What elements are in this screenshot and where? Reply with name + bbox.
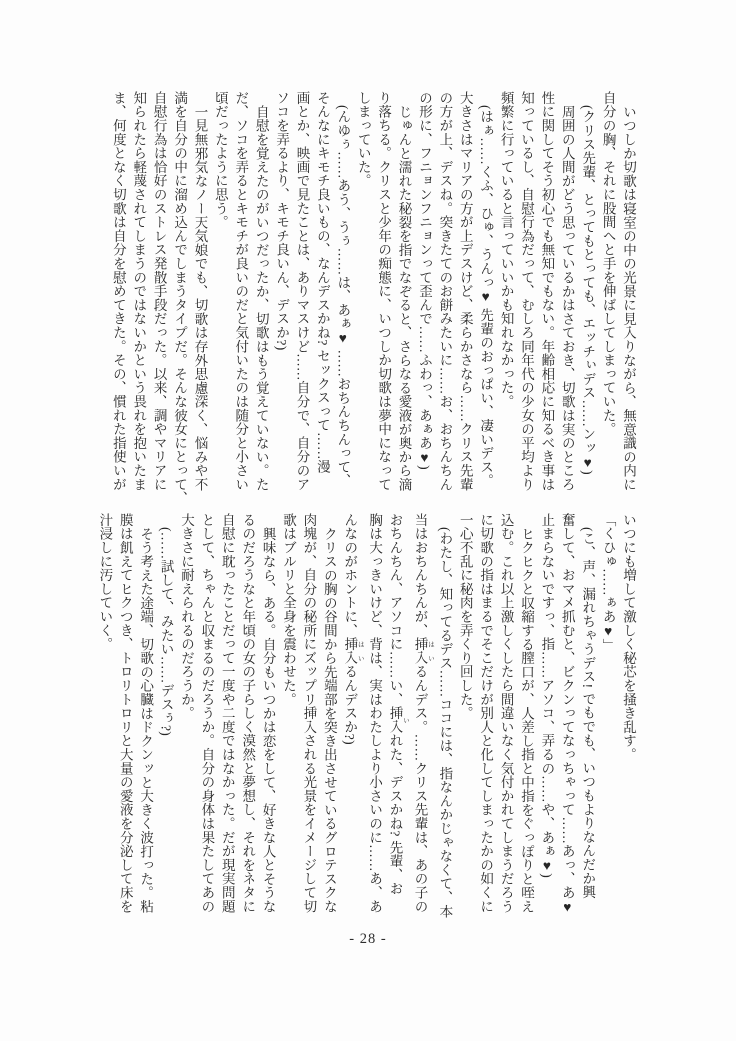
text-column: (わたし、知ってるデス……ココには、指なんかじゃなくて、本: [437, 526, 453, 918]
text-column: 自慰に耽ったことだって一度や二度ではなかった。だが現実問題: [219, 513, 235, 914]
text-column: ソコを弄るより、キモチ良いん、デスか?): [274, 91, 290, 351]
text-column: (こ、声、漏れちゃうデス! でもでも、いつもよりなんだか興: [580, 526, 596, 899]
text-column: 自慰行為は恰好のストレス発散手段だった。以来、調やマリアに: [151, 91, 167, 492]
text-column: いつしか切歌は寝室の中の光景に見入りながら、無意識の内に: [621, 104, 636, 491]
text-column: 歌はブルリと全身を震わせた。: [281, 513, 296, 707]
text-column: 画とか、映画で見たことは、ありマスけど……自分で、自分のア: [294, 91, 310, 492]
text-column: 大きさはマリアの方が上デスけど、柔らかさなら……クリス先輩: [457, 91, 473, 492]
text-column: しまっていた。: [355, 91, 371, 188]
text-column: 自分の胸、それに股間へと手を伸ばしてしまっていた。: [600, 91, 616, 436]
text-column: 周囲の人間がどう思っているかはさておき、切歌は実のところ: [559, 104, 575, 491]
text-column: じゅんと濡れた秘裂を指でなぞると、さらなる愛液が奥から滴: [396, 104, 412, 491]
text-column: 胸は大っきいけど、背は、実はわたしより小さいのに……あ、あ: [367, 513, 383, 914]
text-column: るのだろうなと年頃の女の子らしく漠然と夢想し、それをネタに: [240, 513, 256, 914]
text-column: 込む。これ以上激しくしたら間違いなく気付かれてしまうだろう: [498, 513, 514, 914]
text-column: 「くひゅ……ぁあ♥」: [600, 513, 616, 653]
text-column: (んゆぅ……あう、うぅ……は、あぁ♥ ……おちんちんって、: [335, 104, 351, 488]
text-column: 知っているし、自慰行為だって、むしろ同年代の少女の平均より: [518, 91, 534, 492]
text-column: 頃だったように思う。: [212, 91, 228, 229]
text-column: の形に、フニョンフニョンって歪んで……ふわっ、あぁあ♥): [416, 91, 432, 470]
text-column: 知られたら軽蔑されてしまうのではないかという畏れを抱いたま: [131, 91, 147, 492]
text-column: の方が上、デスね。突きたてのお餅みたいに……お、おちんちん: [437, 91, 453, 492]
text-column: 頻繁に行っていると言っていいかも知れなかった。: [498, 91, 514, 409]
text-column: そんなにキモチ良いもの、なんデスかね? セックスって……漫: [314, 91, 330, 474]
furigana-annotation: 挿入 い: [387, 706, 410, 734]
lower-text-block: [94, 513, 638, 918]
upper-text-block: [107, 91, 638, 505]
text-column: として、ちゃんと収まるのだろうか。自分の身体は果たしてあの: [199, 513, 215, 914]
text-column: 満を自分の中に溜め込んでしまうタイプだ。そんな彼女にとって、: [172, 91, 188, 505]
text-column: り落ちる。クリスと少年の痴態に、いつしか切歌は夢中になって: [376, 91, 392, 492]
text-column: 奮して、おマメ抓むと、ビクンってなっちゃって……あっ、あ♥: [559, 513, 575, 915]
text-column: 当はおちんちんが、挿入 はいるんデス。……クリス先輩は、あの子の: [412, 513, 434, 914]
text-column: (はぁ……くふ、ひゅ、うんっ♥ 先輩のおっぱい、凄いデス。: [478, 104, 494, 488]
page-number: - 28 -: [349, 931, 387, 947]
text-column: 一見無邪気なノー天気娘でも、切歌は存外思慮深く、悩みや不: [192, 104, 208, 491]
text-column: クリスの胸の谷間から先端部を突き出させているグロテスクな: [321, 526, 337, 913]
text-column: 汁浸しに汚していく。: [97, 513, 113, 651]
text-column: 自慰を覚えたのがいつだったか、切歌はもう覚えていない。た: [253, 104, 269, 491]
text-column: 肉塊が、自分の秘所にズップリ挿入される光景をイメージして切: [301, 513, 317, 914]
text-column: んなのがホントに、挿入 はいるんデスか?): [342, 513, 364, 745]
furigana-annotation: 挿入 はい: [342, 637, 364, 665]
text-column: 興味なら、ある。自分もいつかは恋をして、好きな人とそうな: [260, 526, 276, 913]
text-column: ま、何度となく切歌は自分を慰めてきた。その、慣れた指使いが: [110, 91, 126, 492]
text-column: 一心不乱に秘肉を弄くり回した。: [457, 513, 473, 720]
text-column: いつにも増して激しく秘芯を掻き乱す。: [621, 513, 636, 762]
text-column: 性に関してそう初心でも無知でもない。年齢相応に知るべき事は: [539, 91, 555, 492]
text-column: だ、ソコを弄るとキモチが良いのだと気付いたのは随分と小さい: [233, 91, 249, 492]
text-column: おちんちん、アソコに……い、挿入 いれた、デスかね? 先輩、お: [387, 513, 410, 896]
furigana-annotation: 挿入 はい: [412, 637, 434, 665]
text-column: 膜は飢えてヒクつき、トロリトロリと大量の愛液を分泌して床を: [117, 513, 133, 914]
text-column: 大きさに耐えられるのだろうか。: [178, 513, 194, 720]
text-column: ヒクヒクと収縮する膣口が、人差し指と中指をぐっぽりと咥え: [518, 526, 534, 913]
text-column: (クリス先輩、とってもとっても、エッチぃデス……ンッ♥): [580, 104, 596, 475]
text-column: に切歌の指はまるでそこだけが別人と化してしまったかの如くに: [478, 513, 494, 914]
text-column: そう考えた途端、切歌の心臓はドクンッと大きく波打った。粘: [138, 526, 154, 913]
text-column: (……試して、みたい……デスぅ?): [158, 526, 174, 736]
text-column: 止まらないですっ、指……アソコ、弄るの……や、あぁ♥): [539, 513, 555, 879]
